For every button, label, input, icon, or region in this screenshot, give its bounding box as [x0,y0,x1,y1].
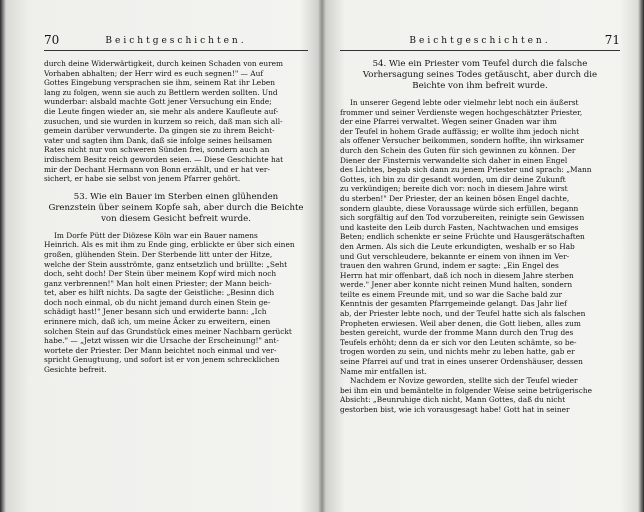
text-line: Propheten erwiesen. Weil aber denen, die Gott lieben, alles zum [340,318,581,328]
text-line: Gottes, ich bin zu dir gesandt worden, um dir deine Zukunft [340,174,566,184]
text-line: gemein darüber verwunderte. Da gingen sie zu ihrem Beicht- [44,126,275,136]
text-line: die Leute fingen wieder an, sie mehr als andere Kaufleute auf- [44,106,279,116]
text-line: du sterben!" Der Priester, der an keinen bösen Engel dachte, [340,193,570,203]
text-line: habe." — „Jetzt wissen wir die Ursache der Erscheinung!" ant- [44,336,279,346]
text-line: mir der Dechant Hermann von Bonn erzählt, und er hat ver- [44,164,270,174]
text-line: sondern glaubte, diese Voraussage würde sich erfüllen, begann [340,203,579,213]
text-line: Name mir entfallen ist. [340,366,427,376]
text-line: spricht Genugtuung, und sofort ist er von jenem schrecklichen [44,355,280,365]
text-line: als offener Versucher beikommen, sondern hoffte, ihn wirksamer [340,136,584,146]
text-line: solchen Stein auf das Grundstück eines meiner Nachbarn gerückt [44,326,292,336]
text-line: vater und sagten ihm Dank, daß sie infolge seines heilsamen [44,135,272,145]
text-line: frommer und seiner Verdienste wegen hochgeschätzter Priester, [340,107,583,117]
text-line: irdischem Besitz reich geworden seien. — Diese Geschichte hat [44,154,284,164]
section-53-body [44,231,308,375]
text-line: Gesichte befreit. [44,365,107,375]
heading-line: Grenzstein über seinem Kopfe sah, aber durch die Beichte [48,202,304,213]
running-head [340,33,620,51]
heading-line: Vorhersagung seines Todes getäuscht, aber durch die [362,70,598,80]
text-line: erinnere mich, daß ich, um meine Äcker zu erweitern, einen [44,317,271,327]
text-line: trogen worden zu sein, und nichts mehr zu leben hatte, gab er [340,347,575,357]
text-line: lang zu folgen, wenn sie auch zu Bettlern werden sollten. Und [44,87,278,97]
running-head [44,33,308,51]
text-line: Nachdem er Novize geworden, stellte sich der Teufel wieder [350,376,578,386]
heading-line: 54. Wie ein Priester vom Teufel durch die falsche [372,59,588,69]
text-line: seine Pfarrei auf und trat in eines unserer Ordenshäuser, dessen [340,357,583,367]
text-line: großen, glühenden Stein. Der Sterbende litt unter der Hitze, [44,249,273,259]
running-head-title: Beichtgeschichten. [105,36,247,46]
text-line: Absicht: „Beunruhige dich nicht, Mann Gottes, daß du nicht [340,395,566,405]
page-number: 70 [44,33,60,47]
text-line: bei ihm ein und bemäntelte in folgender Weise seine betrügerische [340,385,592,395]
text-line: tet, aber es hilft nichts. Da sagte der Geistliche: „Besinn dich [44,288,275,298]
heading-line: von diesem Gesicht befreit wurde. [101,213,251,224]
heading-line: 53. Wie ein Bauer im Sterben einen glühenden [73,191,279,202]
text-line: zu verkündigen; bereite dich vor: noch in diesem Jahre wirst [340,184,568,194]
text-line: schädigt hast!" Jener besann sich und erwiderte bann: „Ich [44,307,267,317]
paragraph-continuation [44,59,308,184]
section-54-body [340,98,620,415]
right-page [322,0,644,512]
text-line: der eine Pfarrei verwaltet. Wegen seiner Gnaden war ihm [340,117,557,127]
text-line: ganz verbrennen!" Man holt einen Priester; der Mann beich- [44,278,272,288]
section-heading-54 [340,59,620,92]
text-line: Heinrich. Als es mit ihm zu Ende ging, erblickte er über sich einen [44,240,295,250]
text-line: Im Dorfe Pütt der Diözese Köln war ein Bauer namens [54,230,258,240]
text-line: Rates nicht nur von schweren Sünden frei, sondern auch an [44,145,270,155]
text-line: Herrn hat mir offenbart, daß ich noch in diesem Jahre sterben [340,270,574,280]
text-line: zusuchen, und sie wurden in kurzem so reich, daß man sich all- [44,116,283,126]
running-head-title: Beichtgeschichten. [409,36,551,46]
text-line: durch deine Widerwärtigkeit, durch keinen Schaden von eurem [44,59,284,68]
text-line: und Gut verschleudere, bekannte er einem von ihnen im Ver- [340,251,570,261]
text-line: durch den Schein des Guten für sich gewinnen zu können. Der [340,145,576,155]
page-number: 71 [604,33,620,47]
text-line: In unserer Gegend lebte oder vielmehr lebt noch ein äußerst [350,98,579,107]
text-line: den Armen. Als sich die Leute erkundigten, weshalb er so Hab [340,241,575,251]
text-line: ab, der Priester lebte noch, und der Teufel hatte sich als falschen [340,309,586,319]
text-line: doch, seht doch! Der Stein über meinem Kopf wird mich noch [44,269,277,279]
text-line: Diener der Finsternis verwandelte sich daher in einen Engel [340,155,568,165]
text-line: trauen den wahren Grund, indem er sagte: „Ein Engel des [340,261,559,271]
text-line: welche der Stein ausströmte, ganz entsetzlich und brüllte: „Seht [44,259,288,269]
text-line: doch noch einmal, ob du nicht jemand durch einen Stein ge- [44,297,271,307]
text-line: wunderbar: alsbald machte Gott jener Versuchung ein Ende; [44,97,272,107]
text-line: des Lichtes, begab sich dann zu jenem Priester und sprach: „Mann [340,165,592,175]
text-line: Kenntnis der gesamten Pfarrgemeinde gelangt. Das Jahr lief [340,299,567,309]
text-line: Beten; endlich schenkte er seine Früchte und Hausgerätschaften [340,232,585,242]
text-line: sich sorgfältig auf den Tod vorzubereiten, reinigte sein Gewissen [340,213,585,223]
text-line: wortete der Priester. Der Mann beichtet noch einmal und ver- [44,345,277,355]
text-line: teilte es einem Freunde mit, und so war die Sache bald zur [340,289,563,299]
text-line: Teufels erhöht; denn da er sich vor den Leuten schämte, so be- [340,337,577,347]
text-line: besten gereicht, wurde der fromme Mann durch den Trug des [340,328,574,338]
text-line: und kasteite den Leib durch Fasten, Nachtwachen und emsiges [340,222,579,232]
text-line: sichert, er habe sie selbst von jenem Pfarrer gehört. [44,174,241,184]
heading-line: Beichte von ihm befreit wurde. [412,81,548,91]
text-line: Vorhaben abhalten; der Herr wird es euch segnen!" — Auf [44,68,264,78]
section-heading-53 [44,192,308,225]
text-line: Gottes Eingebung versprachen sie ihm, seinem Rat ihr Leben [44,78,276,88]
text-line: gestorben bist, wie ich vorausgesagt habe! Gott hat in seiner [340,405,570,414]
text-line: der Teufel in hohem Grade auffässig; er wollte ihm jedoch nicht [340,126,580,136]
text-line: werde." Jener aber konnte nicht reinen Mund halten, sondern [340,280,573,290]
